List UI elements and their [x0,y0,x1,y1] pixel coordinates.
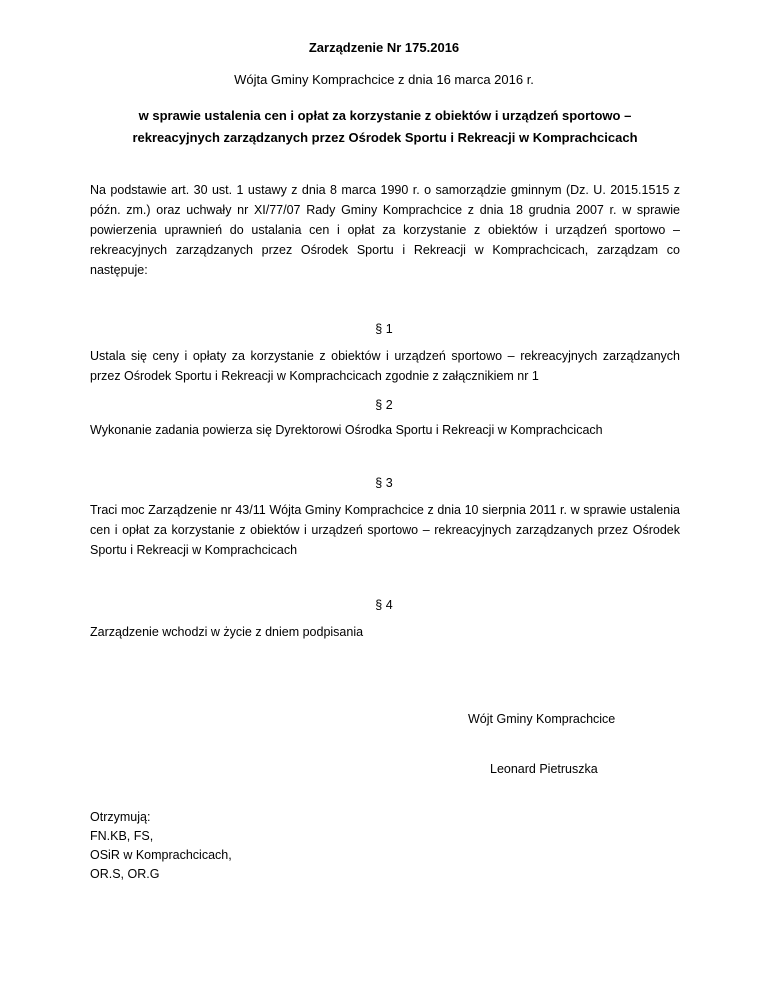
section-1-mark: § 1 [375,322,393,336]
document-title: Zarządzenie Nr 175.2016 [308,40,460,55]
section-2-mark: § 2 [375,398,393,412]
signatory-name: Leonard Pietruszka [490,762,598,776]
section-2-text: Wykonanie zadania powierza się Dyrektorowi Ośrodka Sportu i Rekreacji w Komprachcicach [90,423,603,437]
signatory-title: Wójt Gminy Komprachcice [468,712,616,726]
preamble-paragraph: Na podstawie art. 30 ust. 1 ustawy z dnia 8 marca 1990 r. o samorządzie gminnym (Dz. U. 2015.1515 z późn. zm.) oraz uchwały nr XI/77/07 Rady Gminy Komprachcice z dnia 18 grudnia 2007 r. w sprawie powierzenia uprawnień do ustalania cen i opłat za korzystanie z obiektów i urządzeń sportowo – rekreacyjnych zarządzanych przez Ośrodek Sportu i Rekreacji w Komprachcicach, zarządzam co następuje: [90,183,680,277]
recipient-line: FN.KB, FS, [90,829,154,843]
recipient-line: OR.S, OR.G [90,867,160,881]
section-3-text: Traci moc Zarządzenie nr 43/11 Wójta Gminy Komprachcice z dnia 10 sierpnia 2011 r. w sprawie ustalenia cen i opłat za korzystanie z obiektów i urządzeń sportowo – rekreacyjnych zarządzanych przez Ośrodek Sportu i Rekreacji w Komprachcicach [90,503,680,557]
document-subject: w sprawie ustalenia cen i opłat za korzystanie z obiektów i urządzeń sportowo – rekreacyjnych zarządzanych przez Ośrodek Sportu i Rekreacji w Komprachcicach [132,108,638,145]
document-subtitle: Wójta Gminy Komprachcice z dnia 16 marca 2016 r. [234,72,534,87]
section-1-text: Ustala się ceny i opłaty za korzystanie z obiektów i urządzeń sportowo – rekreacyjnych zarządzanych przez Ośrodek Sportu i Rekreacji w Komprachcicach zgodnie z załącznikiem nr 1 [90,349,680,383]
section-3-mark: § 3 [375,476,393,490]
recipients-heading: Otrzymują: [90,810,151,824]
section-4-mark: § 4 [375,598,393,612]
recipient-line: OSiR w Komprachcicach, [90,848,232,862]
recipients-block [90,808,232,884]
section-4-text: Zarządzenie wchodzi w życie z dniem podpisania [90,625,364,639]
